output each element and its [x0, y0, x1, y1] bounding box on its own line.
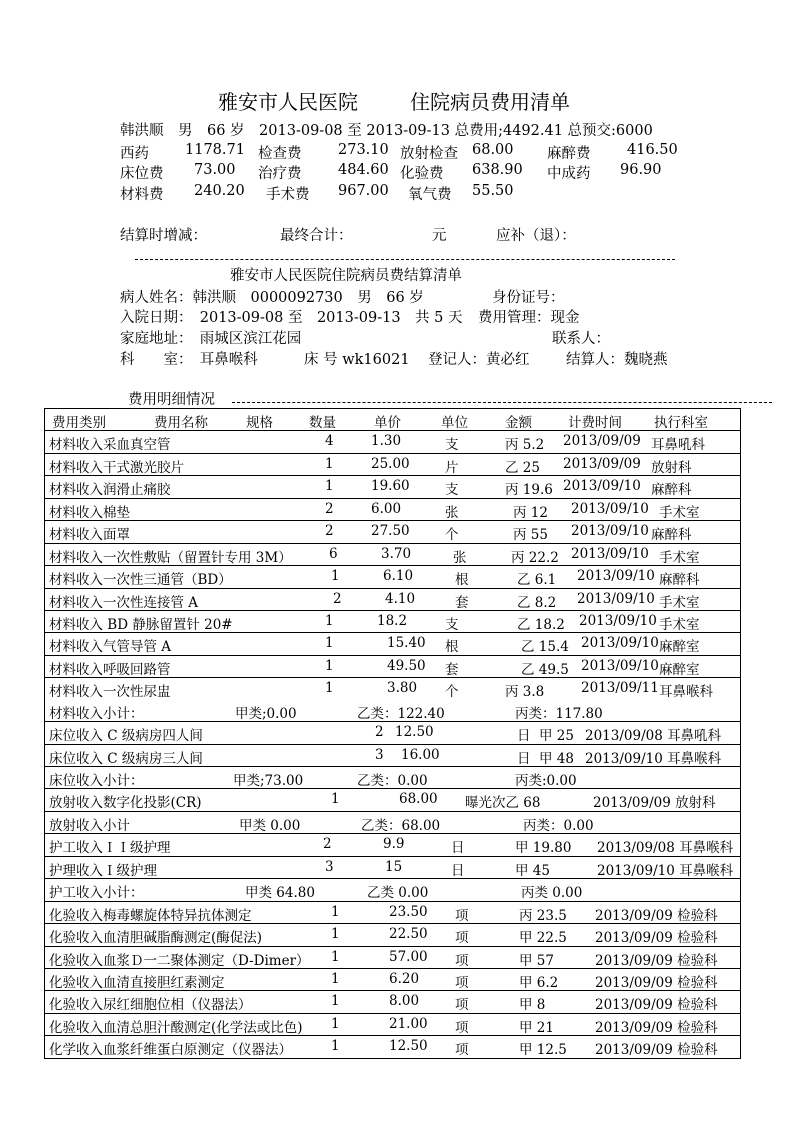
- item-amount: 乙 18.2: [517, 616, 565, 633]
- item-name: 床位收入 C 级病房三人间: [49, 750, 203, 767]
- detail-label: 费用明细情况: [128, 392, 215, 408]
- item-qty: 4: [325, 433, 334, 450]
- fee-label: 西药: [120, 146, 149, 162]
- item-qty: 1: [331, 791, 340, 808]
- fee-label: 床位费: [120, 166, 164, 182]
- item-name: 化验收入血清总胆汁酸测定(化学法或比色): [49, 1019, 303, 1036]
- item-qty: 2: [325, 500, 334, 517]
- item-dept: 麻醉室: [659, 639, 700, 656]
- item-qty: 2: [323, 836, 332, 853]
- item-amount: 丙 12: [513, 504, 548, 521]
- subtotal-label: 材料收入小计：: [49, 705, 144, 722]
- item-name: 化验收入血清胆碱脂酶测定(酶促法): [49, 930, 263, 947]
- table-row: [45, 991, 740, 1013]
- column-header: 金额: [505, 415, 532, 431]
- item-price: 19.60: [371, 478, 410, 495]
- item-price: 16.00: [401, 746, 440, 763]
- fee-value: 68.00: [472, 142, 514, 158]
- column-header: 费用类别: [52, 415, 106, 431]
- item-qty: 2: [375, 724, 384, 741]
- table-header-row: [45, 409, 740, 431]
- item-price: 68.00: [399, 791, 438, 808]
- admission-line: 入院日期： 2013-09-08 至 2013-09-13 共 5 天: [120, 310, 463, 326]
- item-amount: 丙 19.6: [505, 482, 553, 499]
- item-unit: 日: [517, 728, 531, 745]
- item-amount: 丙 5.2: [505, 437, 545, 454]
- payment-type: 费用管理：现金: [478, 310, 580, 326]
- item-name: 材料收入气管导管 A: [49, 639, 172, 656]
- bed-number: 床 号 wk16021: [304, 352, 410, 368]
- item-unit: 片: [445, 459, 459, 476]
- item-time: 2013/09/09: [563, 455, 641, 472]
- subtotal-class-a: 甲类;0.00: [235, 705, 297, 722]
- item-amount: 乙 15.4: [521, 639, 569, 656]
- item-unit: 支: [445, 616, 459, 633]
- item-name: 材料收入一次性连接管 A: [49, 594, 199, 611]
- table-row: [45, 633, 740, 655]
- item-name: 化学收入血浆纤维蛋白原测定（仪器法）: [49, 1042, 292, 1059]
- item-name: 材料收入干式激光胶片: [49, 459, 184, 476]
- table-row: [45, 924, 740, 946]
- divider: [135, 259, 675, 260]
- item-unit: 个: [445, 527, 459, 544]
- fee-label: 放射检查: [400, 146, 458, 162]
- item-qty: 1: [331, 568, 340, 585]
- item-unit: 项: [455, 974, 469, 991]
- fee-label: 检查费: [258, 146, 302, 162]
- fee-label: 治疗费: [258, 166, 302, 182]
- subtotal-class-c: 丙类 0.00: [521, 885, 583, 902]
- table-row: [45, 431, 740, 453]
- summary-line: 韩洪顺 男 66 岁 2013-09-08 至 2013-09-13 总费用;4492.41 总预交:6000: [120, 123, 653, 139]
- table-row: [45, 499, 740, 521]
- item-time: 2013/09/10: [563, 478, 641, 495]
- item-amount: 甲 22.5: [519, 930, 567, 947]
- table-row: [45, 1014, 740, 1036]
- item-time: 2013/09/10: [581, 657, 659, 674]
- item-qty: 1: [331, 993, 340, 1010]
- item-name: 材料收入一次性三通管（BD）: [49, 572, 232, 589]
- subtotal-label: 床位收入小计：: [49, 773, 144, 789]
- item-time: 2013/09/11: [581, 680, 659, 697]
- item-amount: 丙 22.2: [511, 549, 559, 566]
- item-name: 化验收入血清直接胆红素测定: [49, 974, 225, 991]
- item-price: 3.80: [387, 680, 418, 697]
- subtotal-label: 护工收入小计：: [49, 885, 144, 902]
- item-time: 2013/09/10: [577, 590, 655, 607]
- subtotal-class-a: 甲类 64.80: [245, 885, 315, 902]
- subtotal-row: [45, 812, 740, 834]
- item-name: 材料收入一次性尿盅: [49, 684, 171, 701]
- item-name: 材料收入棉垫: [49, 504, 130, 521]
- table-row: [45, 656, 740, 678]
- table-row: [45, 969, 740, 991]
- item-time-dept: 2013/09/10 耳鼻喉科: [597, 862, 734, 879]
- fee-value: 484.60: [338, 162, 389, 178]
- column-header: 费用名称: [154, 415, 208, 431]
- final-total-label: 最终合计：: [280, 228, 353, 244]
- table-row: [45, 544, 740, 566]
- item-amount: 乙 49.5: [521, 661, 569, 678]
- fee-label: 中成药: [547, 166, 591, 182]
- item-time-dept: 2013/09/09 检验科: [595, 930, 718, 947]
- item-unit: 日: [451, 840, 465, 857]
- item-qty: 1: [331, 903, 340, 920]
- item-amount: 甲 21: [519, 1019, 554, 1036]
- item-unit: 个: [445, 684, 459, 701]
- table-row: [45, 1036, 740, 1057]
- table-row: [45, 611, 740, 633]
- fee-value: 73.00: [194, 162, 236, 178]
- fee-value: 55.50: [472, 183, 514, 199]
- item-amount: 甲 6.2: [519, 974, 559, 991]
- item-unit: 支: [445, 437, 459, 454]
- item-name: 护理收入Ｉ级护理: [49, 862, 157, 879]
- item-amount: 丙 23.5: [519, 907, 567, 924]
- address-line: 家庭地址： 雨城区滨江花园: [120, 331, 302, 347]
- item-unit: 项: [455, 930, 469, 947]
- item-qty: 1: [331, 948, 340, 965]
- item-price: 25.00: [371, 455, 410, 472]
- item-time-dept: 2013/09/08 耳鼻喉科: [597, 840, 734, 857]
- table-row: [45, 789, 740, 811]
- item-price: 6.10: [383, 568, 414, 585]
- item-name: 化验收入梅毒螺旋体特异抗体测定: [49, 907, 252, 924]
- item-qty: 3: [325, 858, 334, 875]
- department-line: 科 室： 耳鼻喉科: [120, 352, 258, 368]
- subtotal-class-a: 甲类 0.00: [239, 817, 301, 834]
- item-price: 8.00: [389, 993, 420, 1010]
- fee-value: 416.50: [627, 142, 678, 158]
- item-amount: 甲 25: [539, 728, 574, 745]
- item-time-dept: 2013/09/08 耳鼻吼科: [585, 728, 722, 745]
- item-unit: 项: [455, 907, 469, 924]
- item-amount: 丙 55: [513, 527, 548, 544]
- item-unit: 张: [445, 504, 459, 521]
- item-time: 2013/09/09: [563, 433, 641, 450]
- item-unit: 项: [455, 1019, 469, 1036]
- subtotal-class-a: 甲类;73.00: [233, 773, 304, 789]
- item-qty: 1: [325, 612, 334, 629]
- table-row: [45, 678, 740, 699]
- item-dept: 麻醉科: [651, 482, 692, 499]
- item-price: 3.70: [381, 545, 412, 562]
- item-amount: 甲 57: [519, 952, 554, 969]
- subtotal-class-b: 乙类：122.40: [357, 705, 445, 722]
- item-price: 15: [385, 858, 403, 875]
- item-qty: 1: [331, 926, 340, 943]
- item-name: 材料收入呼吸回路管: [49, 661, 171, 678]
- subtotal-class-b: 乙类：0.00: [357, 773, 428, 789]
- slip-title: 雅安市人民医院住院病员费结算清单: [230, 268, 462, 284]
- fee-label: 麻醉费: [547, 146, 591, 162]
- item-name: 护工收入ＩＩ级护理: [49, 840, 171, 857]
- table-row: [45, 947, 740, 969]
- settle-adjust-label: 结算时增减：: [120, 228, 207, 244]
- item-qty: 1: [331, 1038, 340, 1055]
- item-time-dept: 2013/09/09 检验科: [595, 907, 718, 924]
- subtotal-row: [45, 700, 740, 722]
- item-qty: 1: [325, 657, 334, 674]
- item-dept: 麻醉科: [651, 527, 692, 544]
- item-name: 材料收入润滑止痛胶: [49, 482, 171, 499]
- item-price: 23.50: [389, 903, 428, 920]
- item-name: 材料收入一次性敷贴（留置针专用 3M）: [49, 549, 292, 566]
- item-name: 材料收入面罩: [49, 527, 130, 544]
- settler: 结算人：魏晓燕: [566, 352, 668, 368]
- item-amount: 甲 45: [515, 862, 550, 879]
- refund-label: 应补（退）：: [496, 228, 576, 244]
- item-unit: 套: [445, 661, 459, 678]
- fee-label: 手术费: [266, 187, 310, 203]
- fee-value: 967.00: [338, 183, 389, 199]
- item-time-dept: 2013/09/10 耳鼻喉科: [585, 750, 722, 767]
- subtotal-class-c: 丙类：0.00: [523, 817, 594, 834]
- item-amount: 甲 8: [519, 997, 546, 1014]
- item-qty: 2: [333, 590, 342, 607]
- item-amount: 乙 25: [505, 459, 540, 476]
- column-header: 计费时间: [568, 415, 622, 431]
- item-price: 27.50: [371, 523, 410, 540]
- item-qty: 6: [329, 545, 338, 562]
- item-dept: 麻醉科: [659, 572, 700, 589]
- item-price: 22.50: [389, 926, 428, 943]
- item-qty: 1: [331, 1015, 340, 1032]
- item-price: 57.00: [389, 948, 428, 965]
- table-row: [45, 589, 740, 611]
- item-dept: 放射科: [651, 459, 692, 476]
- item-time-dept: 2013/09/09 检验科: [595, 1019, 718, 1036]
- item-qty: 2: [325, 523, 334, 540]
- item-unit: 日: [451, 862, 465, 879]
- subtotal-class-b: 乙类 0.00: [367, 885, 429, 902]
- item-unit: 项: [455, 997, 469, 1014]
- item-price: 6.00: [371, 500, 402, 517]
- item-price: 1.30: [371, 433, 402, 450]
- item-price: 15.40: [387, 635, 426, 652]
- item-dept: 耳鼻喉科: [659, 684, 713, 701]
- item-price: 9.9: [383, 836, 405, 853]
- fee-detail-table: [44, 408, 741, 1059]
- item-time-dept: 2013/09/09 检验科: [595, 974, 718, 991]
- page-title: 住院病员费用清单: [410, 90, 570, 114]
- table-row: [45, 566, 740, 588]
- column-header: 数量: [309, 415, 336, 431]
- item-qty: 3: [375, 746, 384, 763]
- item-dept: 手术室: [659, 549, 700, 566]
- item-amount: 甲 19.80: [515, 840, 572, 857]
- fee-value: 273.10: [338, 142, 389, 158]
- item-name: 化验收入血浆Ｄ一二聚体测定（D-Dimer）: [49, 952, 310, 969]
- item-amount: 甲 48: [539, 750, 574, 767]
- item-qty: 1: [325, 635, 334, 652]
- item-price: 12.50: [395, 724, 434, 741]
- item-unit: 根: [455, 572, 469, 589]
- item-qty: 1: [325, 455, 334, 472]
- item-amount: 甲 12.5: [519, 1042, 567, 1059]
- table-row: [45, 521, 740, 543]
- fee-value: 638.90: [472, 162, 523, 178]
- item-unit: 项: [455, 952, 469, 969]
- item-time: 2013/09/10: [579, 612, 657, 629]
- item-price: 6.20: [389, 970, 420, 987]
- column-header: 单位: [441, 415, 468, 431]
- item-dept: 手术室: [659, 504, 700, 521]
- item-price: 49.50: [387, 657, 426, 674]
- detail-divider: [232, 402, 772, 403]
- item-price: 12.50: [389, 1038, 428, 1055]
- item-price: 21.00: [389, 1015, 428, 1032]
- item-name: 材料收入 BD 静脉留置针 20#: [49, 616, 233, 633]
- subtotal-class-b: 乙类：68.00: [361, 817, 441, 834]
- currency-unit: 元: [432, 228, 447, 244]
- column-header: 规格: [246, 415, 273, 431]
- item-unit: 根: [445, 639, 459, 656]
- table-row: [45, 454, 740, 476]
- table-row: [45, 902, 740, 924]
- fee-value: 1178.71: [185, 142, 245, 158]
- item-unit-amount: 曝光次乙 68: [465, 795, 541, 812]
- table-row: [45, 857, 740, 879]
- item-unit: 日: [517, 750, 531, 767]
- item-amount: 丙 3.8: [505, 684, 545, 701]
- item-unit: 张: [453, 549, 467, 566]
- item-name: 床位收入 C 级病房四人间: [49, 728, 203, 745]
- fee-label: 化验费: [400, 166, 444, 182]
- fee-value: 240.20: [194, 183, 245, 199]
- column-header: 单价: [374, 415, 401, 431]
- item-time-dept: 2013/09/09 检验科: [595, 952, 718, 969]
- fee-label: 氧气费: [408, 187, 452, 203]
- registrar: 登记人：黄必红: [428, 352, 530, 368]
- item-dept: 麻醉室: [659, 661, 700, 678]
- item-time: 2013/09/10: [581, 635, 659, 652]
- item-time-dept: 2013/09/09 放射科: [593, 795, 716, 812]
- item-price: 4.10: [385, 590, 416, 607]
- item-unit: 套: [455, 594, 469, 611]
- fee-value: 96.90: [620, 162, 662, 178]
- table-row: [45, 476, 740, 498]
- item-time: 2013/09/10: [571, 545, 649, 562]
- item-name: 放射收入数字化投影(CR): [49, 795, 202, 812]
- item-unit: 支: [445, 482, 459, 499]
- table-row: [45, 722, 740, 744]
- item-dept: 手术室: [659, 616, 700, 633]
- subtotal-row: [45, 879, 740, 901]
- item-time: 2013/09/10: [571, 523, 649, 540]
- item-amount: 乙 8.2: [517, 594, 557, 611]
- table-row: [45, 745, 740, 767]
- subtotal-label: 放射收入小计: [49, 817, 130, 834]
- item-time: 2013/09/10: [577, 568, 655, 585]
- subtotal-row: [45, 767, 740, 789]
- table-row: [45, 834, 740, 856]
- contact-label: 联系人：: [552, 331, 610, 347]
- item-amount: 乙 6.1: [517, 572, 557, 589]
- item-name: 材料收入采血真空管: [49, 437, 171, 454]
- patient-line: 病人姓名：韩洪顺 0000092730 男 66 岁: [120, 290, 424, 306]
- subtotal-class-c: 丙类:0.00: [515, 773, 577, 789]
- item-dept: 手术室: [659, 594, 700, 611]
- hospital-name: 雅安市人民医院: [218, 90, 358, 114]
- item-qty: 1: [325, 680, 334, 697]
- fee-label: 材料费: [120, 187, 164, 203]
- column-header: 执行科室: [654, 415, 708, 431]
- item-unit: 项: [455, 1042, 469, 1059]
- id-number-label: 身份证号：: [492, 290, 565, 306]
- item-qty: 1: [325, 478, 334, 495]
- item-time: 2013/09/10: [571, 500, 649, 517]
- item-name: 化验收入尿红细胞位相（仪器法）: [49, 997, 252, 1014]
- item-price: 18.2: [377, 612, 408, 629]
- item-time-dept: 2013/09/09 检验科: [595, 1042, 718, 1059]
- item-qty: 1: [331, 970, 340, 987]
- subtotal-class-c: 丙类：117.80: [515, 705, 603, 722]
- item-time-dept: 2013/09/09 检验科: [595, 997, 718, 1014]
- item-dept: 耳鼻吼科: [651, 437, 705, 454]
